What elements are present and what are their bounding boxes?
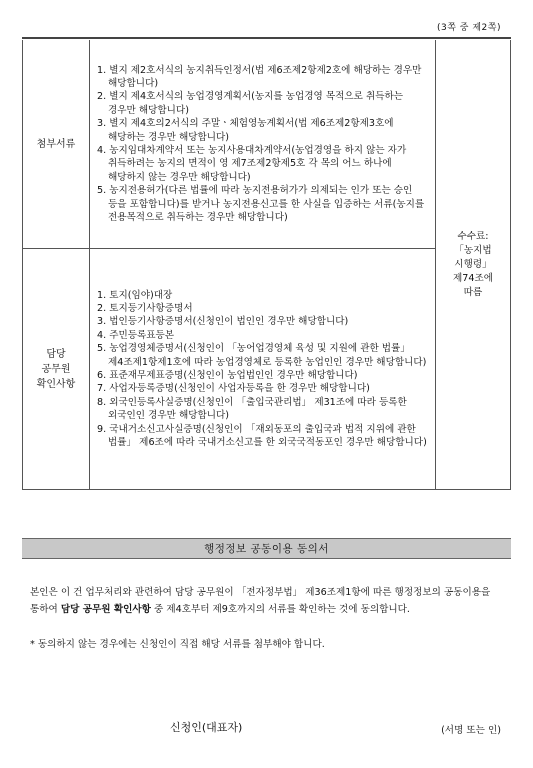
official-check-item: 9. 국내거소신고사실증명(신청인이 「재외동포의 출입국과 법적 지위에 관한 법률」 제6조에 따라 국내거소신고를 한 외국국적동포인 경우만 해당합니다) xyxy=(97,423,427,449)
consent-title: 행정정보 공동이용 동의서 xyxy=(22,538,511,559)
page-number: (3쪽 중 제2쪽) xyxy=(437,23,501,33)
top-rule xyxy=(22,37,511,39)
official-check-item: 6. 표준재무제표증명(신청인이 농업법인인 경우만 해당합니다) xyxy=(97,370,358,381)
attachment-item: 4. 농지임대차계약서 또는 농지사용대차계약서(농업경영을 하지 않는 자가 취득하려는 농지의 면적이 영 제7조제2항제5호 각 목의 어느 하나에 해당하지 않는 경우만 해당합니다) xyxy=(97,145,407,183)
fee-line: 수수료: xyxy=(457,230,489,242)
consent-text-end: 중 제4호부터 제9호까지의 서류를 확인하는 것에 동의합니다. xyxy=(150,604,410,615)
consent-note: * 동의하지 않는 경우에는 신청인이 직접 해당 서류를 첨부해야 합니다. xyxy=(30,639,325,650)
attachment-item: 1. 별지 제2호서식의 농지취득인정서(법 제6조제2항제2호에 해당하는 경우만 해당합니다) xyxy=(97,64,422,89)
official-check-item: 2. 토지등기사항증명서 xyxy=(97,302,193,314)
official-check-item: 5. 농업경영체증명서(신청인이 「농어업경영체 육성 및 지원에 관한 법률」 제4조제1항제1호에 따라 농업경영체로 등록한 농업인인 경우만 해당합니다) xyxy=(97,343,427,368)
attachments-label: 첨부서류 xyxy=(23,40,90,249)
official-check-label-line: 확인사항 xyxy=(36,378,76,390)
official-check-label-line: 공무원 xyxy=(41,363,71,375)
official-check-item: 7. 사업자등록증명(신청인이 사업자등록을 한 경우만 해당합니다) xyxy=(97,383,370,395)
official-check-label-line: 담당 xyxy=(46,348,66,360)
fee-line: 따름 xyxy=(463,286,483,298)
consent-paragraph xyxy=(30,584,506,618)
attachment-item: 3. 별지 제4호의2서식의 주말ㆍ체험영농계획서(법 제6조제2항제3호에 해당하는 경우만 해당합니다) xyxy=(97,118,394,143)
signature-label: (서명 또는 인) xyxy=(441,725,501,736)
official-check-content xyxy=(90,249,436,490)
official-check-item: 4. 주민등록표등본 xyxy=(97,329,175,341)
document-table xyxy=(22,40,511,490)
attachment-item: 5. 농지전용허가(다른 법률에 따라 농지전용허가가 의제되는 인가 또는 승인 등을 포함합니다)를 받거나 농지전용신고를 한 사실을 입증하는 서류(농지를 전용목적으로 취득하는 경우만 해당합니다) xyxy=(97,185,425,224)
consent-text-start: 본인은 이 건 업무처리와 관련하여 담당 공무원이 「전자정부법」 제36조제1항에 따른 행정정보의 공동이용을 통하여 xyxy=(30,587,491,615)
attachments-list xyxy=(97,64,428,225)
fee-line: 「농지법 xyxy=(454,244,492,256)
attachments-row xyxy=(23,40,511,249)
official-check-list xyxy=(97,289,428,450)
consent-text-emphasis: 담당 공무원 확인사항 xyxy=(60,604,151,615)
fee-line: 시행령」 xyxy=(454,258,492,270)
fee-line: 제74조에 xyxy=(452,272,493,284)
attachment-item: 2. 별지 제4호서식의 농업경영계획서(농지를 농업경영 목적으로 취득하는 경우만 해당합니다) xyxy=(97,91,404,116)
official-check-label xyxy=(23,249,90,490)
applicant-label: 신청인(대표자) xyxy=(170,721,243,734)
official-check-item: 1. 토지(임야)대장 xyxy=(97,289,173,301)
official-check-item: 3. 법인등기사항증명서(신청인이 법인인 경우만 해당합니다) xyxy=(97,316,349,328)
official-check-item: 8. 외국인등록사실증명(신청인이 「출입국관리법」 제31조에 따라 등록한 외국인인 경우만 해당합니다) xyxy=(97,396,407,422)
attachments-content xyxy=(90,40,436,249)
fee-cell xyxy=(436,40,511,490)
